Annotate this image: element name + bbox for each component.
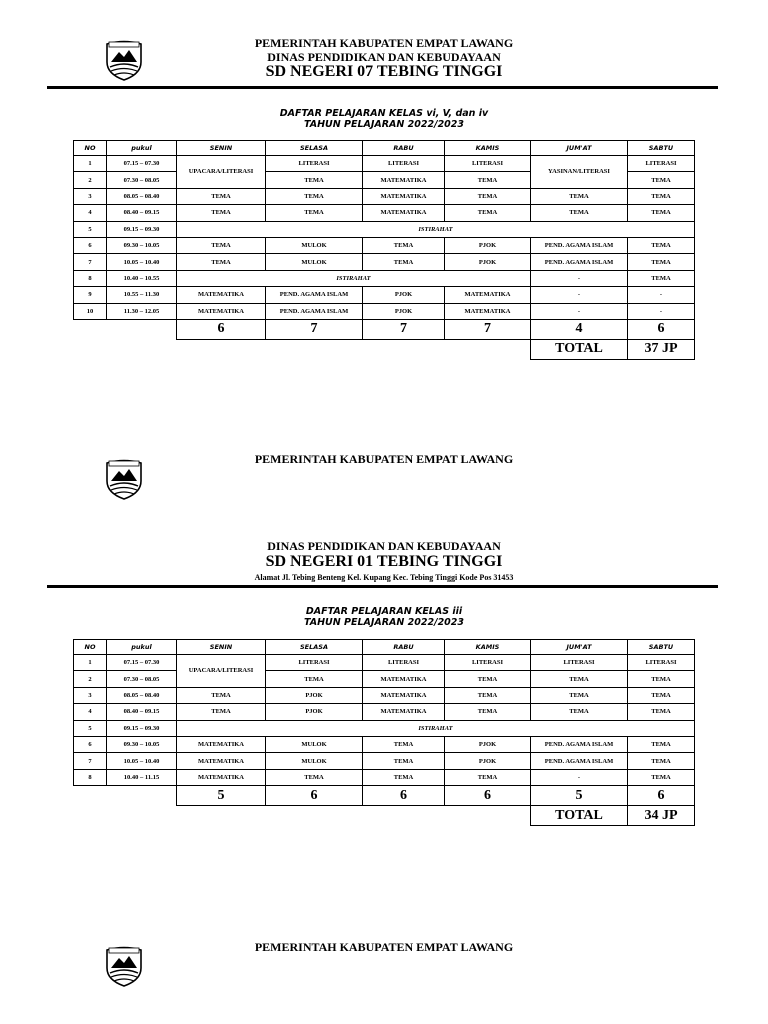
table-cell: PJOK [445, 753, 531, 769]
table-cell: TEMA [363, 237, 445, 253]
schedule-title: DAFTAR PELAJARAN KELAS vi, V, dan iv [279, 108, 489, 119]
table-cell: PJOK [266, 704, 363, 720]
day-total: 4 [531, 319, 628, 339]
table-cell: PEND. AGAMA ISLAM [531, 753, 628, 769]
column-header: RABU [363, 141, 445, 156]
time-slot: 07.30 – 08.05 [107, 671, 177, 687]
table-cell: TEMA [628, 671, 695, 687]
row-number: 2 [74, 172, 107, 188]
table-cell: MATEMATIKA [177, 769, 266, 785]
table-cell: TEMA [177, 704, 266, 720]
table-cell: MATEMATIKA [363, 687, 445, 703]
table-cell: TEMA [363, 769, 445, 785]
day-total: 7 [266, 319, 363, 339]
row-number: 4 [74, 205, 107, 221]
row-number: 7 [74, 254, 107, 270]
row-number: 8 [74, 769, 107, 785]
table-row [74, 156, 695, 172]
day-total: 6 [177, 319, 266, 339]
time-slot: 10.05 – 10.40 [107, 254, 177, 270]
total-label: TOTAL [531, 806, 628, 826]
day-total: 6 [628, 786, 695, 806]
table-cell: TEMA [531, 704, 628, 720]
table-row [74, 753, 695, 769]
table-cell: TEMA [628, 704, 695, 720]
row-number: 6 [74, 736, 107, 752]
time-slot: 10.55 – 11.30 [107, 287, 177, 303]
schedule-table-1 [73, 140, 695, 360]
row-number: 9 [74, 287, 107, 303]
total-value: 34 JP [628, 806, 695, 826]
table-cell: - [531, 287, 628, 303]
row-number: 3 [74, 687, 107, 703]
table-cell: TEMA [531, 671, 628, 687]
day-total: 7 [445, 319, 531, 339]
table-cell: LITERASI [628, 156, 695, 172]
row-number: 7 [74, 753, 107, 769]
table-row [74, 254, 695, 270]
table-cell: TEMA [177, 188, 266, 204]
table-cell: PJOK [363, 287, 445, 303]
table-cell: TEMA [628, 769, 695, 785]
time-slot: 08.05 – 08.40 [107, 188, 177, 204]
table-row [74, 671, 695, 687]
table-cell: TEMA [531, 687, 628, 703]
table-cell: TEMA [628, 753, 695, 769]
day-total: 6 [445, 786, 531, 806]
schedule-title: DAFTAR PELAJARAN KELAS iii [305, 606, 463, 617]
table-row [74, 287, 695, 303]
time-slot: 09.30 – 10.05 [107, 736, 177, 752]
table-row [74, 205, 695, 221]
table-cell: PEND. AGAMA ISLAM [531, 237, 628, 253]
row-number: 8 [74, 270, 107, 286]
table-cell: LITERASI [266, 655, 363, 671]
column-header: SABTU [628, 141, 695, 156]
table-cell: TEMA [363, 753, 445, 769]
table-cell: MATEMATIKA [363, 671, 445, 687]
table-cell: TEMA [628, 172, 695, 188]
column-header: JUM'AT [531, 141, 628, 156]
table-cell: LITERASI [445, 655, 531, 671]
table-cell: MATEMATIKA [445, 303, 531, 319]
table-cell: LITERASI [531, 655, 628, 671]
table-cell: TEMA [628, 687, 695, 703]
row-number: 1 [74, 655, 107, 671]
gov-title: PEMERINTAH KABUPATEN EMPAT LAWANG [254, 940, 514, 954]
table-row [74, 221, 695, 237]
table-cell: TEMA [628, 188, 695, 204]
table-cell: YASINAN/LITERASI [531, 156, 628, 189]
time-slot: 09.15 – 09.30 [107, 720, 177, 736]
table-cell: PEND. AGAMA ISLAM [266, 303, 363, 319]
table-row [74, 237, 695, 253]
blank-cell [74, 786, 177, 806]
table-cell: - [628, 303, 695, 319]
table-cell: TEMA [445, 671, 531, 687]
dept-title: DINAS PENDIDIKAN DAN KEBUDAYAAN [267, 539, 501, 553]
table-cell: PEND. AGAMA ISLAM [531, 736, 628, 752]
table-cell: TEMA [177, 254, 266, 270]
header-divider [47, 86, 718, 89]
table-cell: TEMA [266, 188, 363, 204]
column-header: NO [74, 141, 107, 156]
column-header: SELASA [266, 640, 363, 655]
blank-cell [74, 319, 177, 339]
table-cell: LITERASI [266, 156, 363, 172]
blank-cell [74, 339, 531, 359]
table-cell: TEMA [445, 188, 531, 204]
table-row [74, 655, 695, 671]
column-header: pukul [107, 640, 177, 655]
table-row [74, 769, 695, 785]
time-slot: 08.40 – 09.15 [107, 704, 177, 720]
school-title: SD NEGERI 01 TEBING TINGGI [265, 553, 503, 570]
schedule-table-2 [73, 639, 695, 826]
schedule-year: TAHUN PELAJARAN 2022/2023 [303, 617, 465, 628]
total-value: 37 JP [628, 339, 695, 359]
table-row [74, 720, 695, 736]
table-cell: MULOK [266, 254, 363, 270]
table-cell: UPACARA/LITERASI [177, 655, 266, 688]
table-cell: MATEMATIKA [177, 287, 266, 303]
table-cell: MATEMATIKA [363, 205, 445, 221]
column-header: SABTU [628, 640, 695, 655]
table-cell: TEMA [628, 205, 695, 221]
table-cell: LITERASI [363, 655, 445, 671]
table-cell: MATEMATIKA [363, 188, 445, 204]
time-slot: 10.05 – 10.40 [107, 753, 177, 769]
table-cell: MULOK [266, 736, 363, 752]
table-cell: TEMA [445, 769, 531, 785]
table-cell: TEMA [266, 205, 363, 221]
gov-title: PEMERINTAH KABUPATEN EMPAT LAWANG [254, 452, 514, 466]
row-number: 5 [74, 720, 107, 736]
row-number: 3 [74, 188, 107, 204]
table-cell: TEMA [445, 205, 531, 221]
table-cell: UPACARA/LITERASI [177, 156, 266, 189]
table-row [74, 704, 695, 720]
time-slot: 07.30 – 08.05 [107, 172, 177, 188]
time-slot: 09.15 – 09.30 [107, 221, 177, 237]
table-cell: TEMA [177, 687, 266, 703]
row-number: 1 [74, 156, 107, 172]
header-divider [47, 585, 718, 588]
time-slot: 07.15 – 07.30 [107, 655, 177, 671]
time-slot: 11.30 – 12.05 [107, 303, 177, 319]
day-total: 7 [363, 319, 445, 339]
row-number: 10 [74, 303, 107, 319]
table-cell: TEMA [445, 687, 531, 703]
table-cell: LITERASI [445, 156, 531, 172]
table-cell: TEMA [628, 237, 695, 253]
time-slot: 09.30 – 10.05 [107, 237, 177, 253]
time-slot: 08.40 – 09.15 [107, 205, 177, 221]
table-cell: TEMA [266, 769, 363, 785]
table-row [74, 736, 695, 752]
day-total: 6 [266, 786, 363, 806]
table-cell: TEMA [363, 736, 445, 752]
table-cell: TEMA [628, 270, 695, 286]
break-cell: ISTIRAHAT [177, 270, 531, 286]
table-cell: PJOK [363, 303, 445, 319]
table-cell: TEMA [531, 205, 628, 221]
table-cell: TEMA [445, 704, 531, 720]
day-total: 5 [531, 786, 628, 806]
table-row [74, 188, 695, 204]
time-slot: 10.40 – 10.55 [107, 270, 177, 286]
blank-cell [74, 806, 531, 826]
day-total: 5 [177, 786, 266, 806]
day-total: 6 [628, 319, 695, 339]
total-label: TOTAL [531, 339, 628, 359]
table-cell: TEMA [363, 254, 445, 270]
break-cell: ISTIRAHAT [177, 221, 695, 237]
column-header: SENIN [177, 640, 266, 655]
table-cell: - [531, 769, 628, 785]
table-cell: PEND. AGAMA ISLAM [266, 287, 363, 303]
table-cell: TEMA [628, 254, 695, 270]
break-cell: ISTIRAHAT [177, 720, 695, 736]
day-total: 6 [363, 786, 445, 806]
table-row [74, 303, 695, 319]
column-header: KAMIS [445, 640, 531, 655]
time-slot: 08.05 – 08.40 [107, 687, 177, 703]
row-number: 5 [74, 221, 107, 237]
table-cell: - [531, 303, 628, 319]
table-cell: TEMA [177, 237, 266, 253]
schedule-year: TAHUN PELAJARAN 2022/2023 [303, 119, 465, 130]
column-header: SELASA [266, 141, 363, 156]
table-cell: MULOK [266, 753, 363, 769]
table-cell: MULOK [266, 237, 363, 253]
table-cell: MATEMATIKA [363, 172, 445, 188]
table-row [74, 687, 695, 703]
column-header: pukul [107, 141, 177, 156]
row-number: 2 [74, 671, 107, 687]
table-cell: TEMA [628, 736, 695, 752]
table-cell: PJOK [445, 254, 531, 270]
column-header: SENIN [177, 141, 266, 156]
column-header: NO [74, 640, 107, 655]
table-cell: MATEMATIKA [363, 704, 445, 720]
table-cell: TEMA [445, 172, 531, 188]
column-header: JUM'AT [531, 640, 628, 655]
table-cell: - [531, 270, 628, 286]
table-cell: MATEMATIKA [177, 753, 266, 769]
table-cell: PEND. AGAMA ISLAM [531, 254, 628, 270]
table-cell: TEMA [177, 205, 266, 221]
table-row [74, 270, 695, 286]
table-cell: MATEMATIKA [445, 287, 531, 303]
column-header: KAMIS [445, 141, 531, 156]
time-slot: 10.40 – 11.15 [107, 769, 177, 785]
time-slot: 07.15 – 07.30 [107, 156, 177, 172]
row-number: 4 [74, 704, 107, 720]
table-cell: TEMA [266, 172, 363, 188]
table-cell: PJOK [266, 687, 363, 703]
row-number: 6 [74, 237, 107, 253]
table-cell: LITERASI [628, 655, 695, 671]
table-cell: - [628, 287, 695, 303]
dept-title: DINAS PENDIDIKAN DAN KEBUDAYAAN [267, 50, 501, 64]
table-cell: TEMA [266, 671, 363, 687]
table-cell: TEMA [531, 188, 628, 204]
table-cell: PJOK [445, 237, 531, 253]
column-header: RABU [363, 640, 445, 655]
table-cell: MATEMATIKA [177, 736, 266, 752]
table-cell: MATEMATIKA [177, 303, 266, 319]
gov-title: PEMERINTAH KABUPATEN EMPAT LAWANG [254, 36, 514, 50]
table-cell: PJOK [445, 736, 531, 752]
table-cell: LITERASI [363, 156, 445, 172]
school-title: SD NEGERI 07 TEBING TINGGI [265, 63, 503, 80]
school-address: Alamat Jl. Tebing Benteng Kel. Kupang Kec. Tebing Tinggi Kode Pos 31453 [254, 573, 514, 582]
